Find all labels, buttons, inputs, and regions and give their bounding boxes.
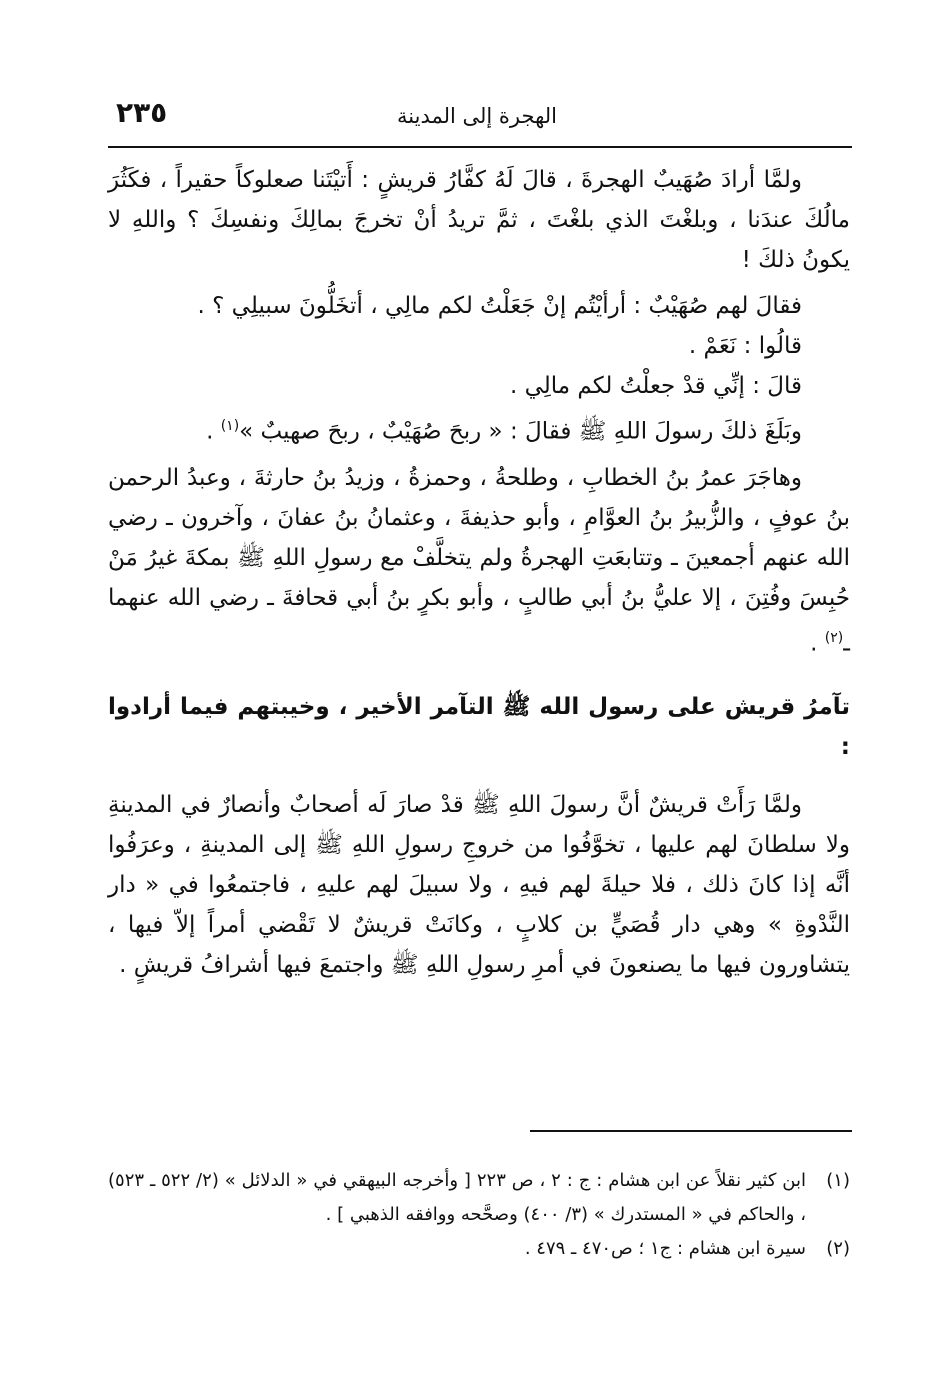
footnote-number: (١)	[826, 1170, 850, 1191]
main-text	[108, 160, 850, 985]
paragraph-emigrants	[108, 458, 850, 664]
footnote-number: (٢)	[826, 1238, 850, 1259]
paragraph-prophet-saying	[108, 406, 850, 452]
footnote-ref-1: (١)	[220, 418, 240, 434]
running-header	[108, 96, 846, 136]
footnote-2	[108, 1232, 850, 1266]
paragraph-suhaib-departure: ولمَّا أرادَ صُهَيبٌ الهجرةَ ، قالَ لَهُ كفَّارُ قريشٍ : أَتيْتَنا صعلوكاً حقيراً ، فكَثُرَ مالُكَ عندَنا ، وبلغْتَ الذي بلغْتَ ، ثمَّ تريدُ أنْ تخرجَ بمالِكَ ونفسِكَ ؟ واللهِ لا يكونُ ذلكَ !	[108, 167, 850, 273]
page-number: ٢٣٥	[116, 96, 168, 129]
paragraph-suhaib-reply: فقالَ لهم صُهَيْبٌ : أرأيْتُم إنْ جَعَلْتُ لكم مالِي ، أتخَلُّونَ سبيلِي ؟ .	[197, 293, 802, 319]
footnotes	[108, 1164, 850, 1266]
chapter-title: الهجرة إلى المدينة	[397, 104, 557, 128]
paragraph-emigrants-text: وهاجَرَ عمرُ بنُ الخطابِ ، وطلحةُ ، وحمزةُ ، وزيدُ بنُ حارثةَ ، وعبدُ الرحمن بنُ عوفٍ ، والزُّبيرُ بنُ العوَّامِ ، وأبو حذيفةَ ، وعثمانُ بنُ عفانَ ، وآخرون ـ رضي الله عنهم أجمعينَ ـ وتتابعَتِ الهجرةُ ولم يتخلَّفْ مع رسولِ اللهِ ﷺ بمكةَ غيرُ مَنْ حُبِسَ وفُتِنَ ، إلا عليُّ بنُ أبي طالبٍ ، وأبو بكرٍ بنُ أبي قحافةَ ـ رضي الله عنهما ـ	[108, 464, 850, 657]
paragraph-end-mark: .	[206, 418, 221, 445]
footnote-text: سيرة ابن هشام : ج١ ؛ ص٤٧٠ ـ ٤٧٩ .	[524, 1238, 806, 1259]
paragraph-end-mark: .	[810, 630, 825, 657]
footnote-divider	[530, 1130, 852, 1132]
footnote-1	[108, 1164, 850, 1232]
footnote-ref-2: (٢)	[824, 629, 844, 646]
paragraph-suhaib-final: قالَ : إنِّي قدْ جعلْتُ لكم مالِي .	[509, 373, 802, 399]
paragraph-quraysh-answer: قالُوا : نَعَمْ .	[688, 333, 802, 359]
paragraph-dar-alnadwa: ولمَّا رَأَتْ قريشٌ أنَّ رسولَ اللهِ ﷺ قدْ صارَ لَه أصحابٌ وأنصارٌ في المدينةِ ولا سلطانَ لهم عليها ، تخوَّفُوا من خروجِ رسولِ اللهِ ﷺ إلى المدينةِ ، وعرَفُوا أنَّه إذا كانَ ذلك ، فلا حيلةَ لهم فيهِ ، ولا سبيلَ لهم عليهِ ، فاجتمعُوا في « دار النَّدْوةِ » وهي دار قُصَيٍّ بن كلابٍ ، وكانَتْ قريشٌ لا تَقْضي أمراً إلاّ فيها ، يتشاورون فيها ما يصنعونَ في أمرِ رسولِ اللهِ ﷺ واجتمعَ فيها أشرافُ قريشٍ .	[108, 792, 850, 979]
footnote-text: ابن كثير نقلاً عن ابن هشام : ج : ٢ ، ص ٢٢٣ [ وأخرجه البيهقي في « الدلائل » (٢/ ٥٢٢ ـ ٥٢٣) ، والحاكم في « المستدرك » (٣/ ٤٠٠) وصحَّحه ووافقه الذهبي ] .	[108, 1170, 807, 1225]
paragraph-prophet-saying-text: وبَلَغَ ذلكَ رسولَ اللهِ ﷺ فقالَ : « ربحَ صُهَيْبٌ ، ربحَ صهيبٌ »	[239, 418, 802, 445]
header-divider	[108, 146, 852, 148]
section-heading: تآمرُ قريش على رسول الله ﷺ التآمر الأخير ، وخيبتهم فيما أرادوا :	[108, 694, 850, 761]
